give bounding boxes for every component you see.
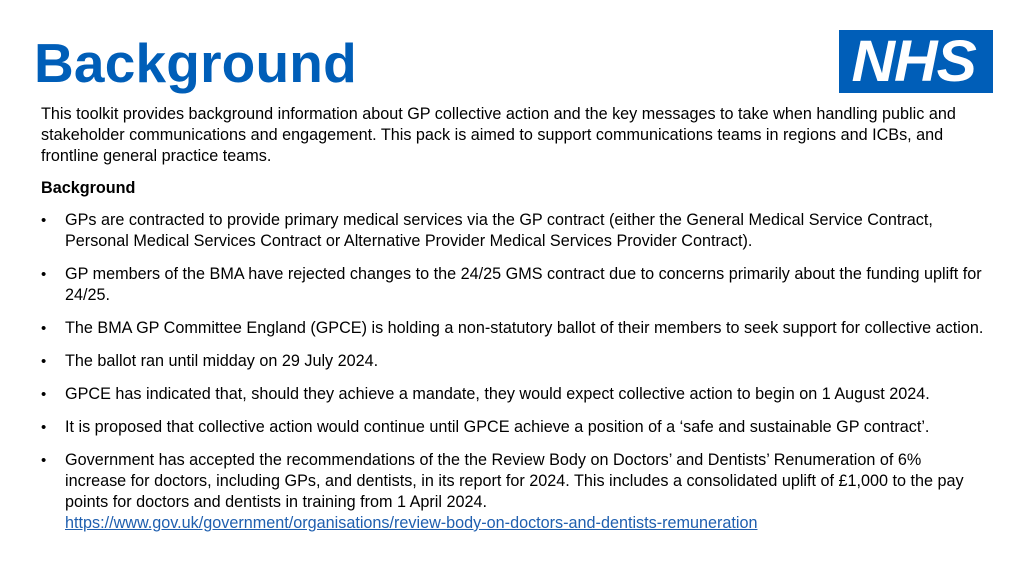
bullet-icon: • <box>41 386 47 403</box>
intro-paragraph: This toolkit provides background information about GP collective action and the key messages to take when handling public and stakeholder communications and engagement. This pack is aimed to support communications teams in regions and ICBs, and frontline general practice teams. <box>41 105 956 165</box>
bullet-icon: • <box>41 212 47 229</box>
list-item <box>41 318 986 339</box>
nhs-logo <box>839 30 993 93</box>
bullet-icon: • <box>41 452 47 469</box>
bullet-text: The ballot ran until midday on 29 July 2024. <box>65 352 379 370</box>
bullet-text: Government has accepted the recommendations of the the Review Body on Doctors’ and Dentists’ Renumeration of 6% increase for doctors, including GPs, and dentists, in its report for 2024. This includes a consolidated uplift of £1,000 to the pay points for doctors and dentists in training from 1 April 2024. <box>65 451 964 511</box>
bullet-list <box>41 210 986 534</box>
review-body-link[interactable]: https://www.gov.uk/government/organisations/review-body-on-doctors-and-dentists-remuneration <box>65 514 758 532</box>
slide-content <box>41 104 986 546</box>
bullet-icon: • <box>41 419 47 436</box>
list-item <box>41 450 986 534</box>
page-title: Background <box>34 32 357 94</box>
bullet-text: GPs are contracted to provide primary medical services via the GP contract (either the General Medical Service Contract, Personal Medical Services Contract or Alternative Provider Medical Services Provider Contract). <box>65 211 933 250</box>
bullet-icon: • <box>41 353 47 370</box>
bullet-icon: • <box>41 320 47 337</box>
bullet-text: It is proposed that collective action would continue until GPCE achieve a position of a ‘safe and sustainable GP contract’. <box>65 418 930 436</box>
list-item <box>41 417 986 438</box>
bullet-icon: • <box>41 266 47 283</box>
bullet-text: GP members of the BMA have rejected changes to the 24/25 GMS contract due to concerns primarily about the funding uplift for 24/25. <box>65 265 982 304</box>
section-heading: Background <box>41 179 136 197</box>
list-item <box>41 384 986 405</box>
nhs-logo-text: NHS <box>851 28 977 94</box>
bullet-text: GPCE has indicated that, should they achieve a mandate, they would expect collective action to begin on 1 August 2024. <box>65 385 930 403</box>
list-item <box>41 351 986 372</box>
bullet-text: The BMA GP Committee England (GPCE) is holding a non-statutory ballot of their members to seek support for collective action. <box>65 319 984 337</box>
list-item <box>41 264 986 306</box>
list-item <box>41 210 986 252</box>
